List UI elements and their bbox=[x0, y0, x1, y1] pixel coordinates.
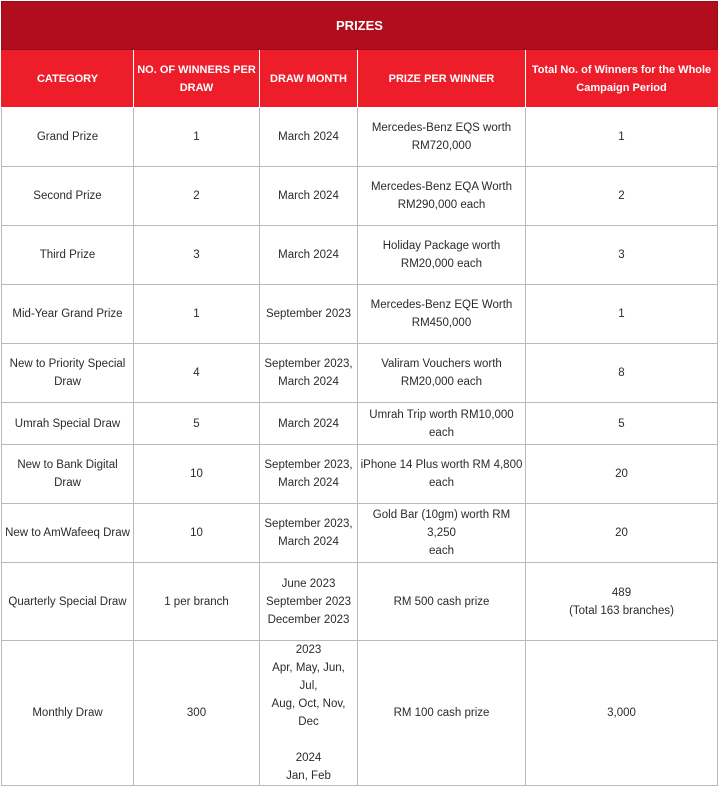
cell-month: September 2023, March 2024 bbox=[260, 445, 358, 504]
header-total-winners: Total No. of Winners for the Whole Campaign Period bbox=[526, 50, 718, 108]
cell-total: 3,000 bbox=[526, 641, 718, 786]
cell-category: Third Prize bbox=[2, 226, 134, 285]
header-winners-per-draw: NO. OF WINNERS PER DRAW bbox=[134, 50, 260, 108]
cell-winners: 10 bbox=[134, 504, 260, 563]
cell-prize: Mercedes-Benz EQS worth RM720,000 bbox=[358, 108, 526, 167]
table-row bbox=[2, 344, 718, 403]
cell-prize: iPhone 14 Plus worth RM 4,800 each bbox=[358, 445, 526, 504]
cell-total: 8 bbox=[526, 344, 718, 403]
cell-category: Mid-Year Grand Prize bbox=[2, 285, 134, 344]
cell-total: 5 bbox=[526, 403, 718, 445]
cell-total: 489 (Total 163 branches) bbox=[526, 563, 718, 641]
header-row bbox=[2, 50, 718, 108]
prizes-table bbox=[1, 1, 718, 786]
cell-total: 2 bbox=[526, 167, 718, 226]
cell-month: March 2024 bbox=[260, 167, 358, 226]
table-row bbox=[2, 445, 718, 504]
table-row bbox=[2, 108, 718, 167]
cell-winners: 3 bbox=[134, 226, 260, 285]
cell-prize: Gold Bar (10gm) worth RM 3,250 each bbox=[358, 504, 526, 563]
cell-month: September 2023 bbox=[260, 285, 358, 344]
cell-category: New to Bank Digital Draw bbox=[2, 445, 134, 504]
cell-month: March 2024 bbox=[260, 403, 358, 445]
table-row bbox=[2, 403, 718, 445]
cell-winners: 1 per branch bbox=[134, 563, 260, 641]
cell-winners: 4 bbox=[134, 344, 260, 403]
header-category: CATEGORY bbox=[2, 50, 134, 108]
cell-month: September 2023, March 2024 bbox=[260, 504, 358, 563]
table-row bbox=[2, 167, 718, 226]
cell-category: Monthly Draw bbox=[2, 641, 134, 786]
table-row bbox=[2, 504, 718, 563]
cell-month: June 2023 September 2023 December 2023 bbox=[260, 563, 358, 641]
cell-prize: RM 100 cash prize bbox=[358, 641, 526, 786]
cell-winners: 1 bbox=[134, 285, 260, 344]
cell-month: March 2024 bbox=[260, 226, 358, 285]
table-row bbox=[2, 285, 718, 344]
cell-prize: Valiram Vouchers worth RM20,000 each bbox=[358, 344, 526, 403]
cell-winners: 5 bbox=[134, 403, 260, 445]
header-draw-month: DRAW MONTH bbox=[260, 50, 358, 108]
cell-month: March 2024 bbox=[260, 108, 358, 167]
cell-total: 1 bbox=[526, 285, 718, 344]
table-row bbox=[2, 563, 718, 641]
cell-winners: 1 bbox=[134, 108, 260, 167]
cell-category: Umrah Special Draw bbox=[2, 403, 134, 445]
cell-prize: Mercedes-Benz EQE Worth RM450,000 bbox=[358, 285, 526, 344]
cell-total: 1 bbox=[526, 108, 718, 167]
table-row bbox=[2, 226, 718, 285]
header-prize-per-winner: PRIZE PER WINNER bbox=[358, 50, 526, 108]
table-title: PRIZES bbox=[2, 2, 718, 50]
cell-category: New to Priority Special Draw bbox=[2, 344, 134, 403]
cell-total: 20 bbox=[526, 445, 718, 504]
cell-prize: RM 500 cash prize bbox=[358, 563, 526, 641]
cell-month: September 2023, March 2024 bbox=[260, 344, 358, 403]
prizes-table-container bbox=[1, 1, 717, 786]
cell-prize: Mercedes-Benz EQA Worth RM290,000 each bbox=[358, 167, 526, 226]
table-row bbox=[2, 641, 718, 786]
cell-category: Quarterly Special Draw bbox=[2, 563, 134, 641]
cell-prize: Holiday Package worth RM20,000 each bbox=[358, 226, 526, 285]
cell-winners: 10 bbox=[134, 445, 260, 504]
cell-total: 3 bbox=[526, 226, 718, 285]
title-row bbox=[2, 2, 718, 50]
cell-winners: 2 bbox=[134, 167, 260, 226]
cell-category: New to AmWafeeq Draw bbox=[2, 504, 134, 563]
cell-category: Grand Prize bbox=[2, 108, 134, 167]
cell-total: 20 bbox=[526, 504, 718, 563]
cell-month: 2023 Apr, May, Jun, Jul, Aug, Oct, Nov, Dec 2024 Jan, Feb bbox=[260, 641, 358, 786]
cell-category: Second Prize bbox=[2, 167, 134, 226]
cell-prize: Umrah Trip worth RM10,000 each bbox=[358, 403, 526, 445]
cell-winners: 300 bbox=[134, 641, 260, 786]
